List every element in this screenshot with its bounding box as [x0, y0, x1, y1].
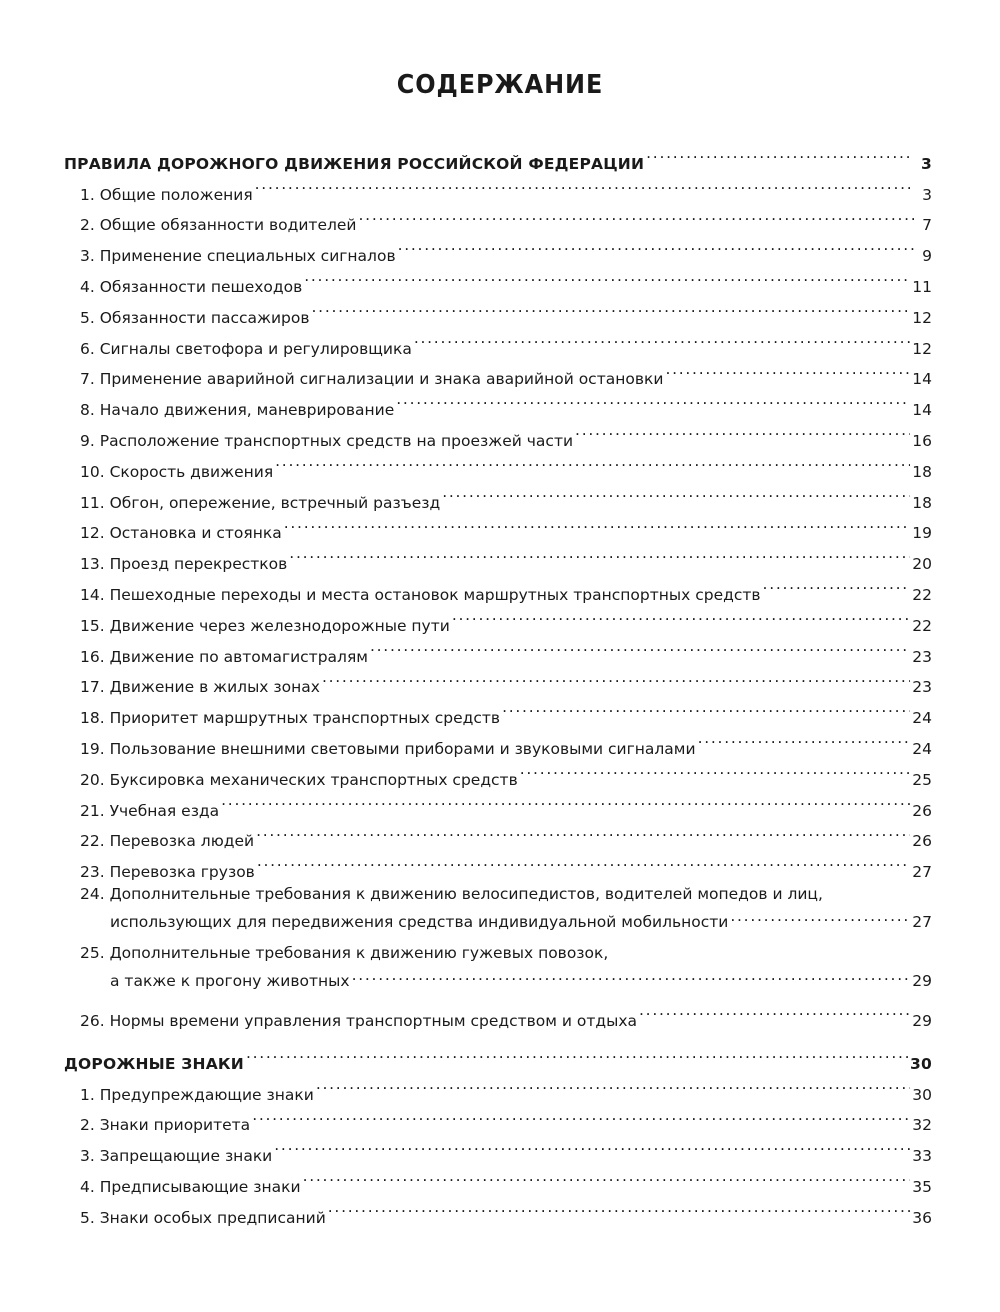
item-page: 19 — [912, 524, 932, 543]
section-page: 30 — [910, 1054, 932, 1073]
item-label: 1. Предупреждающие знаки — [80, 1085, 314, 1104]
leader-dots — [352, 964, 911, 986]
item-page: 12 — [912, 308, 932, 327]
item-page: 27 — [912, 913, 932, 932]
section-title: ПРАВИЛА ДОРОЖНОГО ДВИЖЕНИЯ РОССИЙСКОЙ ФЕДЕРАЦИИ — [64, 154, 645, 173]
section-title: ДОРОЖНЫЕ ЗНАКИ — [64, 1054, 244, 1073]
leader-dots — [312, 292, 911, 323]
leader-dots — [322, 662, 910, 693]
item-page: 24 — [912, 739, 932, 758]
leader-dots — [698, 723, 911, 754]
item-page: 14 — [912, 370, 932, 389]
leader-dots — [398, 230, 914, 261]
item-page: 32 — [912, 1116, 932, 1135]
leader-dots — [414, 323, 910, 354]
item-label-continued: а также к прогону животных — [110, 972, 350, 991]
item-page: 22 — [912, 616, 932, 635]
item-page: 26 — [912, 832, 932, 851]
leader-dots — [275, 446, 910, 477]
item-label: 1. Общие положения — [80, 185, 253, 204]
leader-dots — [520, 754, 911, 785]
leader-dots — [252, 1100, 910, 1131]
item-label: 15. Движение через железнодорожные пути — [80, 616, 450, 635]
leader-dots — [284, 508, 911, 539]
item-page: 35 — [912, 1177, 932, 1196]
leader-dots — [246, 1038, 908, 1069]
item-page: 36 — [912, 1208, 932, 1227]
item-label: 2. Знаки приоритета — [80, 1116, 251, 1135]
leader-dots — [575, 415, 910, 446]
leader-dots — [665, 354, 910, 385]
item-page: 14 — [912, 401, 932, 420]
leader-dots — [256, 816, 910, 847]
item-page: 33 — [912, 1147, 932, 1166]
leader-dots — [359, 200, 914, 231]
item-label: 26. Нормы времени управления транспортным средством и отдыха — [80, 1011, 638, 1030]
leader-dots — [289, 538, 910, 569]
item-page: 12 — [912, 339, 932, 358]
table-of-contents — [64, 138, 932, 1227]
item-page: 23 — [912, 678, 932, 697]
item-label: 4. Обязанности пешеходов — [80, 277, 303, 296]
toc-section-road-signs[interactable] — [64, 1038, 932, 1073]
leader-dots — [303, 1161, 911, 1192]
leader-dots — [730, 905, 910, 927]
toc-item-multiline[interactable] — [64, 877, 932, 936]
page-title: СОДЕРЖАНИЕ — [396, 70, 604, 100]
leader-dots — [396, 384, 910, 415]
item-label: 20. Буксировка механических транспортных средств — [80, 770, 518, 789]
item-label: 23. Перевозка грузов — [80, 863, 255, 882]
item-label: 4. Предписывающие знаки — [80, 1177, 301, 1196]
leader-dots — [255, 169, 914, 200]
item-label: 5. Знаки особых предписаний — [80, 1208, 326, 1227]
item-page: 23 — [912, 647, 932, 666]
item-label: 24. Дополнительные требования к движению велосипедистов, водителей мопедов и лиц, — [80, 885, 823, 904]
item-page: 29 — [912, 972, 932, 991]
leader-dots — [316, 1069, 910, 1100]
leader-dots — [646, 138, 914, 169]
leader-dots — [274, 1130, 910, 1161]
item-page: 25 — [912, 770, 932, 789]
leader-dots — [328, 1192, 910, 1223]
item-label: 12. Остановка и стоянка — [80, 524, 282, 543]
item-page: 20 — [912, 555, 932, 574]
toc-item[interactable] — [64, 995, 932, 1030]
item-page: 7 — [922, 216, 932, 235]
item-label: 6. Сигналы светофора и регулировщика — [80, 339, 412, 358]
leader-dots — [257, 846, 910, 877]
item-page: 22 — [912, 585, 932, 604]
item-label: 13. Проезд перекрестков — [80, 555, 288, 574]
leader-dots — [763, 569, 911, 600]
toc-item-multiline[interactable] — [64, 936, 932, 995]
item-page: 27 — [912, 863, 932, 882]
item-label: 5. Обязанности пассажиров — [80, 308, 310, 327]
item-label: 9. Расположение транспортных средств на проезжей части — [80, 431, 574, 450]
item-page: 24 — [912, 709, 932, 728]
leader-dots — [304, 261, 910, 292]
item-label: 22. Перевозка людей — [80, 832, 255, 851]
leader-dots — [639, 995, 910, 1026]
leader-dots — [452, 600, 910, 631]
item-page: 29 — [912, 1011, 932, 1030]
item-label: 21. Учебная езда — [80, 801, 220, 820]
item-label: 18. Приоритет маршрутных транспортных средств — [80, 709, 501, 728]
item-label: 16. Движение по автомагистралям — [80, 647, 368, 666]
item-label: 7. Применение аварийной сигнализации и знака аварийной остановки — [80, 370, 664, 389]
item-label: 11. Обгон, опережение, встречный разъезд — [80, 493, 441, 512]
section-page: 3 — [921, 154, 932, 173]
item-label: 3. Запрещающие знаки — [80, 1147, 273, 1166]
leader-dots — [442, 477, 910, 508]
leader-dots — [370, 631, 910, 662]
item-label: 19. Пользование внешними световыми приборами и звуковыми сигналами — [80, 739, 696, 758]
item-page: 11 — [912, 277, 932, 296]
item-page: 30 — [912, 1085, 932, 1104]
item-page: 26 — [912, 801, 932, 820]
item-page: 18 — [912, 493, 932, 512]
item-label: 17. Движение в жилых зонах — [80, 678, 320, 697]
leader-dots — [502, 692, 910, 723]
item-page: 9 — [922, 247, 932, 266]
item-label: 10. Скорость движения — [80, 462, 274, 481]
item-label: 2. Общие обязанности водителей — [80, 216, 357, 235]
item-label: 8. Начало движения, маневрирование — [80, 401, 395, 420]
toc-section-traffic-rules[interactable] — [64, 138, 932, 173]
item-page: 16 — [912, 431, 932, 450]
item-page: 3 — [922, 185, 932, 204]
item-label: 25. Дополнительные требования к движению гужевых повозок, — [80, 944, 609, 963]
leader-dots — [221, 785, 910, 816]
item-label: 14. Пешеходные переходы и места остановок маршрутных транспортных средств — [80, 585, 761, 604]
item-label-continued: использующих для передвижения средства индивидуальной мобильности — [110, 913, 729, 932]
item-label: 3. Применение специальных сигналов — [80, 247, 396, 266]
item-page: 18 — [912, 462, 932, 481]
